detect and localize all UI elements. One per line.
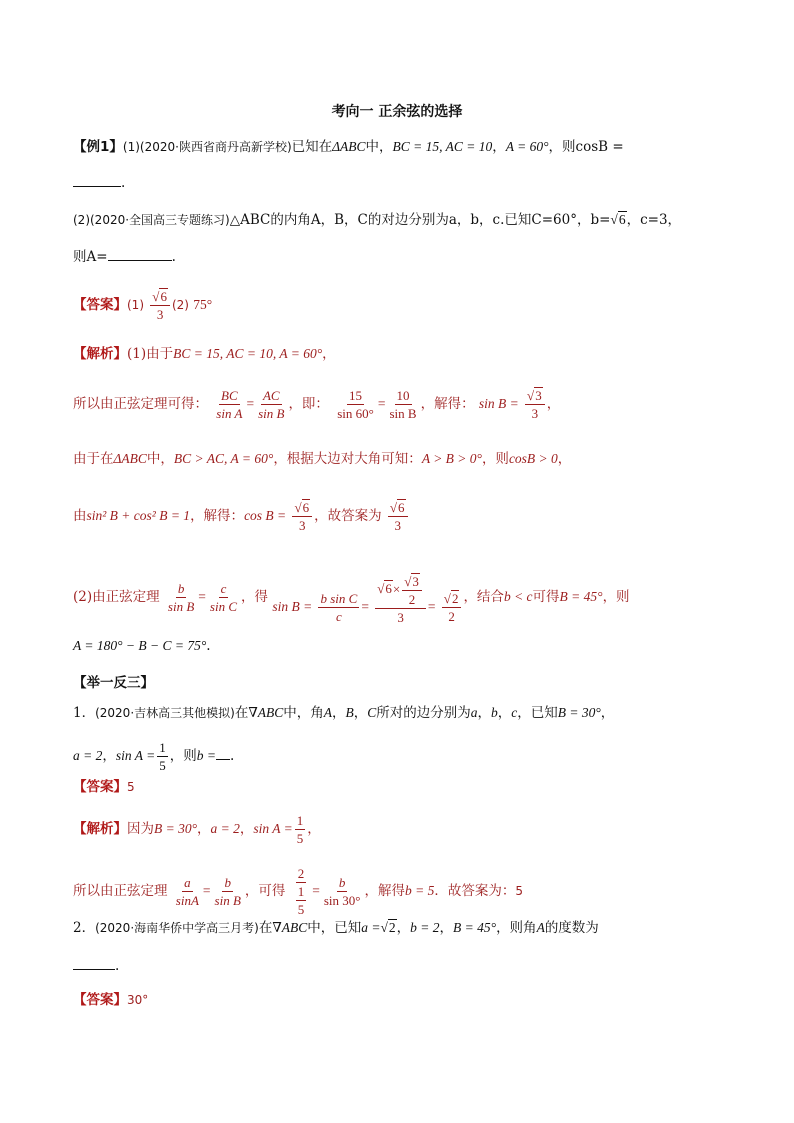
analysis-line-5 [73, 572, 630, 623]
text: ，则 [602, 589, 630, 605]
fraction: $\frac{c}{\text{sin C}}$ [209, 581, 238, 614]
answer-tag: 【答案】 [73, 297, 127, 313]
answer-value: 5 [127, 780, 135, 794]
text: 在 [234, 705, 249, 721]
answer-tag: 【答案】 [73, 779, 127, 795]
example-tag: 【例1】 [73, 139, 123, 155]
question-number: 1． [73, 705, 96, 721]
text: ， [239, 821, 254, 837]
analysis-line-3 [73, 449, 571, 469]
text: ， [322, 346, 336, 362]
nested-fraction: √6× $\frac{√3}{2}$ 3 [375, 574, 426, 625]
math-condition: BC = 15, AC = 10 [392, 139, 493, 154]
analysis-tag: 【解析】 [73, 821, 127, 837]
sqrt-expression: √2 [380, 920, 396, 935]
text: ，解得： [420, 396, 475, 412]
equals: = [202, 883, 211, 898]
math-angle: B = 30° [154, 821, 198, 836]
example1-part2-line [73, 210, 681, 230]
math-var: A [323, 705, 332, 720]
text: 中，角 [283, 705, 324, 721]
fraction: $\frac{1}{5}$ [159, 740, 166, 773]
fraction: $\frac{10}{\text{sin B}}$ [389, 388, 417, 421]
text: 由 [73, 508, 87, 524]
equals: = [198, 589, 206, 604]
source-citation: (2020·陕西省商丹高新学校) [139, 140, 292, 154]
math-var: c [511, 705, 518, 720]
math-identity: sin² B + cos² B = 1 [86, 508, 191, 523]
sqrt-expression: √6 [610, 212, 626, 227]
fraction: $\frac{15}{\sin 60^\circ}$ [337, 388, 374, 421]
fraction: $\frac{AC}{\text{sin B}}$ [258, 388, 285, 421]
text: 由于在 [73, 451, 114, 467]
example1-blank-line [73, 172, 125, 193]
period: . [121, 175, 126, 191]
practice-heading [73, 673, 154, 693]
math-inequality: b < c [503, 589, 533, 604]
answer-blank [216, 745, 230, 760]
example1-answer-line [73, 289, 212, 322]
answer-value: 75° [193, 297, 213, 312]
example1-part2-ask-line [73, 246, 176, 267]
text: (2)由正弦定理 [73, 589, 160, 605]
period: . [115, 958, 120, 974]
text: ， [439, 920, 454, 936]
practice-q1-analysis-2 [73, 866, 523, 917]
practice-q2-answer [73, 990, 148, 1010]
math-expr: sin B = [478, 396, 519, 411]
text: ，即： [288, 396, 329, 412]
math-angle: B = 30° [557, 705, 601, 720]
source-citation: (2020·海南华侨中学高三月考) [95, 921, 259, 935]
equals: = [361, 599, 369, 614]
fraction: $\frac{b}{\text{sin B}}$ [167, 581, 195, 614]
math-triangle: ΔABC [332, 139, 366, 154]
text: △ABC的内角A，B，C的对边分别为a，b，c.已知C=60°，b= [229, 212, 611, 228]
question-number: 2． [73, 920, 96, 936]
period: . [206, 638, 211, 654]
answer-blank [73, 172, 121, 187]
text: 中， [365, 139, 393, 155]
text: ，则 [169, 748, 197, 764]
text: ， [497, 705, 512, 721]
text: ，则 [481, 451, 509, 467]
fraction: $\frac{\text{b sin C}}{c}$ [320, 591, 358, 624]
math-condition: BC = 15, AC = 10, A = 60° [173, 346, 323, 361]
math-inequality: A > B > 0° [421, 451, 482, 466]
text: (1)由于 [127, 346, 174, 362]
math-angle: B = 45° [559, 589, 603, 604]
text: 可得 [532, 589, 560, 605]
nested-fraction: $\frac{2}{\frac{1}{5}}$ [297, 866, 305, 917]
text: ， [197, 821, 211, 837]
text: ， [492, 139, 506, 155]
math-expr: b = [196, 748, 216, 763]
answer-value: 30° [127, 993, 149, 1007]
answer-value: 5 [515, 884, 523, 898]
math-var: C [367, 705, 377, 720]
analysis-tag: 【解析】 [73, 346, 127, 362]
analysis-line-2 [73, 388, 560, 421]
part-label: (2) [171, 298, 189, 312]
practice-q1-line-1 [73, 703, 614, 723]
math-var: B [345, 705, 354, 720]
source-citation: (2020·吉林高三其他模拟) [95, 706, 235, 720]
text: 中，已知 [307, 920, 362, 936]
fraction: $\frac{b}{\text{sin B}}$ [214, 875, 241, 908]
practice-q1-analysis [73, 813, 321, 846]
fraction: $\frac{√3}{3}$ [525, 388, 545, 421]
equals: = [427, 599, 436, 614]
math-angle: B = 45° [453, 920, 497, 935]
practice-q2-line-1 [73, 918, 599, 938]
math-var: A [536, 920, 545, 935]
math-result: A = 180° − B − C = 75° [73, 638, 207, 653]
example1-part1-line [73, 137, 624, 157]
text: ， [546, 396, 561, 412]
math-var: a [470, 705, 478, 720]
text: ， [396, 920, 411, 936]
practice-q1-line-2 [73, 740, 234, 773]
math-triangle: ΔABC [113, 451, 147, 466]
part-label: (1) [122, 140, 140, 154]
text: 中， [146, 451, 174, 467]
math-expr: cos B = [244, 508, 287, 523]
text: ，解得 [364, 883, 405, 899]
math-var: b [491, 705, 498, 720]
math-expr: sin A = [253, 821, 293, 836]
fraction: $\frac{BC}{\text{sin A}}$ [216, 388, 243, 421]
text: 已知在 [291, 139, 333, 155]
math-triangle: ∇ABC [248, 705, 284, 720]
analysis-line-1 [73, 344, 336, 364]
text: ．故答案为： [434, 883, 516, 899]
math-angle: A = 60° [505, 139, 549, 154]
analysis-line-4 [73, 500, 410, 533]
fraction: $\frac{√6}{3}$ [388, 500, 408, 533]
text: ， [307, 821, 321, 837]
part-label: (2) [73, 213, 90, 227]
text: 则A= [73, 249, 108, 265]
answer-blank [108, 246, 172, 261]
period: . [171, 249, 176, 265]
text: ，根据大边对大角可知： [273, 451, 422, 467]
text: ，结合 [463, 589, 504, 605]
text: ，得 [241, 589, 269, 605]
math-expr: sin B = [272, 599, 313, 614]
text: ，则cosB = [548, 139, 624, 155]
fraction: $\frac{a}{\sin A}$ [175, 875, 199, 908]
text: ， [332, 705, 346, 721]
fraction: $\frac{b}{\sin 30^\circ}$ [323, 875, 361, 908]
text: ，c=3， [626, 212, 682, 228]
text: ，故答案为 [314, 508, 382, 524]
math-inequality: cosB > 0 [508, 451, 558, 466]
period: . [230, 748, 235, 764]
text: ， [477, 705, 492, 721]
math-condition: BC > AC, A = 60° [173, 451, 274, 466]
text: 所以由正弦定理可得： [73, 396, 208, 412]
math-triangle: ∇ABC [272, 920, 308, 935]
math-expr: a = [361, 920, 381, 935]
math-expr: sin A = [115, 748, 156, 763]
text: ， [353, 705, 368, 721]
fraction: $\frac{√6}{3}$ [292, 500, 312, 533]
equals: = [377, 396, 386, 411]
equals: = [246, 396, 255, 411]
analysis-line-6 [73, 636, 211, 656]
part-label: (1) [127, 298, 144, 312]
text: 所以由正弦定理 [73, 883, 168, 899]
math-result: b = 5 [404, 883, 435, 898]
practice-q1-answer [73, 777, 135, 797]
text: 在 [258, 920, 273, 936]
text: 所对的边分别为 [376, 705, 471, 721]
equals: = [312, 883, 320, 898]
fraction: $\frac{√2}{2}$ [442, 591, 462, 624]
math-condition: a = 2 [73, 748, 103, 763]
section-title: 考向一 正余弦的选择 [331, 104, 463, 120]
text: 的度数为 [544, 920, 599, 936]
text: ，已知 [517, 705, 558, 721]
math-condition: a = 2 [210, 821, 240, 836]
text: ， [600, 705, 615, 721]
text: ，可得 [244, 883, 286, 899]
math-condition: b = 2 [410, 920, 440, 935]
practice-tag: 【举一反三】 [73, 675, 154, 691]
text: ，则角 [496, 920, 537, 936]
practice-q2-blank-line [73, 955, 119, 976]
fraction: $\frac{1}{5}$ [296, 813, 304, 846]
text: 因为 [127, 821, 154, 837]
text: ， [102, 748, 116, 764]
text: ， [557, 451, 572, 467]
source-citation: (2020·全国高三专题练习) [90, 213, 230, 227]
answer-blank [73, 955, 115, 970]
text: ，解得： [190, 508, 245, 524]
fraction: $\frac{√6}{3}$ [150, 289, 170, 322]
answer-tag: 【答案】 [73, 992, 127, 1008]
